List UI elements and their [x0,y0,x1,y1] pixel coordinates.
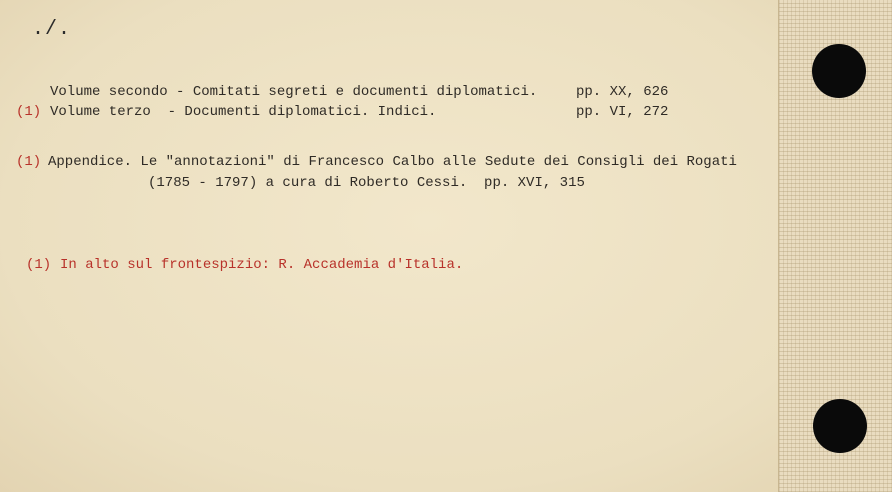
volume-3-footnote-marker: (1) [16,104,42,120]
volume-3-pages: pp. VI, 272 [576,104,669,120]
appendix-line-2: (1785 - 1797) a cura di Roberto Cessi. pp. XVI, 315 [148,175,585,191]
volume-2-title: Volume secondo - Comitati segreti e documenti diplomatici. [50,84,538,100]
appendix-line-1: Appendice. Le "annotazioni" di Francesco Calbo alle Sedute dei Consigli dei Rogati [48,154,737,170]
punch-hole-top [812,44,866,98]
punch-hole-bottom [813,399,867,453]
appendix-footnote-marker: (1) [16,154,42,170]
note-text: In alto sul frontespizio: R. Accademia d'Italia. [60,257,464,273]
continuation-mark: ./. [32,18,72,41]
note-footnote-marker: (1) [26,257,52,273]
volume-3-title: Volume terzo - Documenti diplomatici. Indici. [50,104,437,120]
volume-2-pages: pp. XX, 626 [576,84,669,100]
